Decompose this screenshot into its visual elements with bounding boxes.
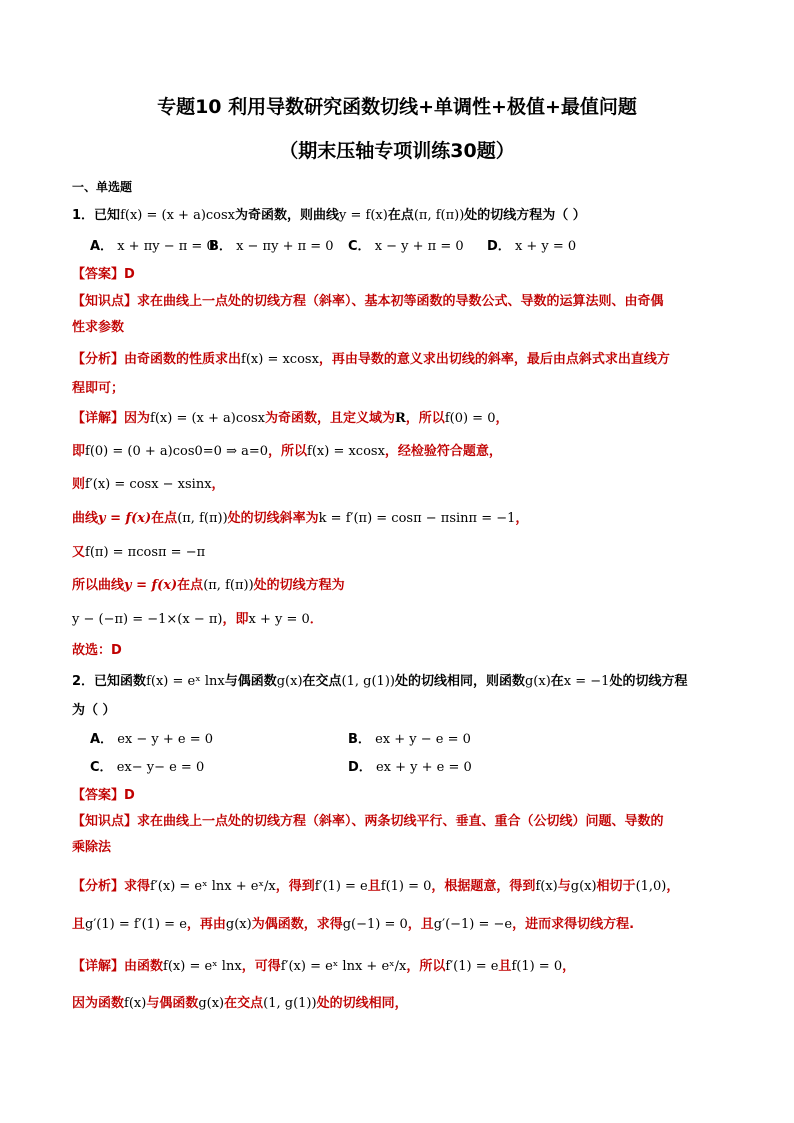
q2-option-a [90,731,213,749]
detail-math: f(0) = 0 [444,411,496,426]
q1-analysis [72,351,670,369]
detail-math: f(x) [124,996,147,1011]
option-text: ex− y− e = 0 [116,760,205,775]
detail-text: ，所以 [268,444,308,459]
detail-text: 在点 [177,578,204,593]
q1-math: f(x) = (x + a)cosx [120,208,235,223]
q1-text: 为奇函数，则曲线 [235,208,340,223]
q2-stem [72,673,687,691]
q2-option-b [348,731,471,749]
q1-detail-line-3 [72,476,225,494]
q1-choice: 故选：D [72,643,122,658]
q1-text: 已知 [94,208,121,223]
detail-text: ， [562,959,576,974]
detail-math: f(1) = 0 [511,959,563,974]
option-text: x − y + π = 0 [374,239,464,254]
q1-detail-line-5 [72,544,205,562]
detail-text: 处的切线斜率为 [227,511,319,526]
analysis-text: 相切于 [596,879,636,894]
analysis-text: 且 [72,917,86,932]
detail-math: f(x) = (x + a)cosx [150,411,265,426]
detail-text: ， [211,477,225,492]
q1-knowledge-point: 【知识点】求在曲线上一点处的切线方程（斜率）、基本初等函数的导数公式、导数的运算法则、由奇偶 [72,294,664,309]
q1-number: 1． [72,208,95,223]
q2-math: (1, g(1)) [341,674,395,689]
detail-math: y = f(x) [98,511,152,526]
analysis-math: f(1) = 0 [380,879,432,894]
q1-option-b [209,238,334,256]
detail-text: 曲线 [72,511,99,526]
analysis-text: ，根据题意，得到 [431,879,536,894]
q2-math: x = −1 [563,674,610,689]
detail-math: f′(1) = e [445,959,499,974]
option-label: B． [348,732,371,747]
detail-text: 处的切线方程为 [253,578,345,593]
detail-text: 处的切线相同， [316,996,408,1011]
q2-text: 与偶函数 [224,674,277,689]
option-label: C． [90,760,113,775]
q2-math: g(x) [524,674,551,689]
analysis-label: 【分析】 [72,352,125,367]
detail-math: (1, g(1)) [263,996,317,1011]
option-label: A． [90,732,114,747]
q1-option-c [348,238,464,256]
analysis-math: g′(−1) = −e [433,917,513,932]
analysis-text: 求得 [124,879,151,894]
detail-math: f(0) = (0 + a)cos0=0 ⇒ a=0 [85,444,269,459]
detail-text: 且 [498,959,512,974]
option-text: x + y = 0 [514,239,577,254]
option-text: x + πy − π = 0 [117,239,215,254]
q1-analysis-cont: 程即可； [72,381,125,396]
analysis-text: 由奇函数的性质求出 [124,352,242,367]
q1-answer: 【答案】D [72,267,135,282]
analysis-math: f(x) = xcosx [241,352,319,367]
option-label: D． [487,239,511,254]
detail-text: 在点 [151,511,178,526]
option-text: ex − y + e = 0 [117,732,214,747]
detail-math: y − (−π) = −1×(x − π) [72,612,223,627]
q2-text: 在 [550,674,564,689]
detail-math: (π, f(π)) [177,511,228,526]
q1-detail-line-1 [72,410,508,428]
detail-math: x + y = 0 [248,612,310,627]
q2-option-c [90,759,204,777]
q2-math: f(x) = eˣ lnx [146,674,225,689]
detail-math: f(x) = eˣ lnx [163,959,242,974]
q1-stem [72,207,586,225]
option-label: B． [209,239,232,254]
detail-text: ，所以 [405,411,445,426]
q2-knowledge-point: 【知识点】求在曲线上一点处的切线方程（斜率）、两条切线平行、垂直、重合（公切线）问题、导数的 [72,814,664,829]
analysis-text: ， [666,879,680,894]
detail-text: ，可得 [241,959,281,974]
q1-text: 处的切线方程为（ ） [464,208,586,223]
detail-text: ，经检验符合题意， [384,444,502,459]
document-title: 专题10 利用导数研究函数切线+单调性+极值+最值问题 [157,96,637,118]
detail-text: 因为函数 [72,996,125,1011]
analysis-text: 为偶函数，求得 [251,917,343,932]
detail-math: y = f(x) [124,578,178,593]
q1-detail-line-2 [72,443,502,461]
q1-option-a [90,238,215,256]
detail-math: k = f′(π) = cosπ − πsinπ = −1 [318,511,516,526]
analysis-math: f′(x) = eˣ lnx + eˣ/x [150,879,276,894]
q1-detail-line-6 [72,577,345,595]
document-subtitle: （期末压轴专项训练30题） [279,140,515,162]
option-label: A． [90,239,114,254]
q1-math: y = f(x) [339,208,388,223]
analysis-text: ，再由导数的意义求出切线的斜率，最后由点斜式求出直线方 [318,352,670,367]
q2-detail-line-2 [72,995,408,1013]
q2-option-d [348,759,472,777]
option-label: D． [348,760,372,775]
q1-detail-line-7 [72,611,323,629]
detail-text: 因为 [124,411,151,426]
detail-text: ， [515,511,529,526]
option-label: C． [348,239,371,254]
detail-math: f(x) = xcosx [307,444,385,459]
analysis-text: ，再由 [186,917,226,932]
detail-math: R [394,411,406,426]
section-heading: 一、单选题 [72,180,133,194]
detail-math: (π, f(π)) [203,578,254,593]
analysis-math: f(x) [535,879,558,894]
analysis-math: f′(1) = e [314,879,368,894]
detail-text: 即 [72,444,86,459]
q2-analysis-cont [72,916,634,934]
q1-math: (π, f(π)) [413,208,465,223]
detail-math: g(x) [198,996,225,1011]
q2-text: 已知函数 [94,674,147,689]
analysis-text: ，且 [407,917,434,932]
detail-math: f′(x) = eˣ lnx + eˣ/x [280,959,407,974]
analysis-math: g(−1) = 0 [342,917,408,932]
detail-text: 与偶函数 [146,996,199,1011]
option-text: ex + y − e = 0 [375,732,471,747]
q2-analysis [72,878,679,896]
detail-label: 【详解】 [72,959,125,974]
detail-text: ，即 [222,612,249,627]
detail-text: 由函数 [124,959,164,974]
q2-answer: 【答案】D [72,788,135,803]
detail-text: ，所以 [406,959,446,974]
detail-text: 所以曲线 [72,578,125,593]
detail-text: 则 [72,477,86,492]
analysis-text: ，进而求得切线方程. [512,917,635,932]
option-text: x − πy + π = 0 [236,239,334,254]
detail-text: 又 [72,545,86,560]
q2-math: g(x) [276,674,303,689]
q2-detail-line-1 [72,958,575,976]
analysis-text: ，得到 [275,879,315,894]
q2-knowledge-point-cont: 乘除法 [72,840,112,855]
q2-text: 处的切线方程 [609,674,688,689]
analysis-label: 【分析】 [72,879,125,894]
analysis-math: g(x) [570,879,597,894]
option-text: ex + y + e = 0 [375,760,472,775]
q2-number: 2． [72,674,95,689]
detail-math: f′(x) = cosx − xsinx [85,477,212,492]
analysis-math: g(x) [225,917,252,932]
detail-label: 【详解】 [72,411,125,426]
detail-text: ， [495,411,509,426]
q1-knowledge-point-cont: 性求参数 [72,320,125,335]
detail-text: 在交点 [224,996,264,1011]
q2-text: 在交点 [302,674,342,689]
analysis-math: g′(1) = f′(1) = e [85,917,187,932]
analysis-text: 与 [557,879,571,894]
q2-text: 处的切线相同，则函数 [394,674,525,689]
analysis-math: (1,0) [635,879,667,894]
detail-math: f(π) = πcosπ = −π [85,545,206,560]
analysis-text: 且 [367,879,381,894]
detail-text: 为奇函数，且定义域为 [264,411,395,426]
q2-stem-cont: 为（ ） [72,703,116,718]
detail-text: ． [309,612,323,627]
q1-detail-line-4 [72,510,528,528]
q1-text: 在点 [387,208,414,223]
q1-option-d [487,238,576,256]
